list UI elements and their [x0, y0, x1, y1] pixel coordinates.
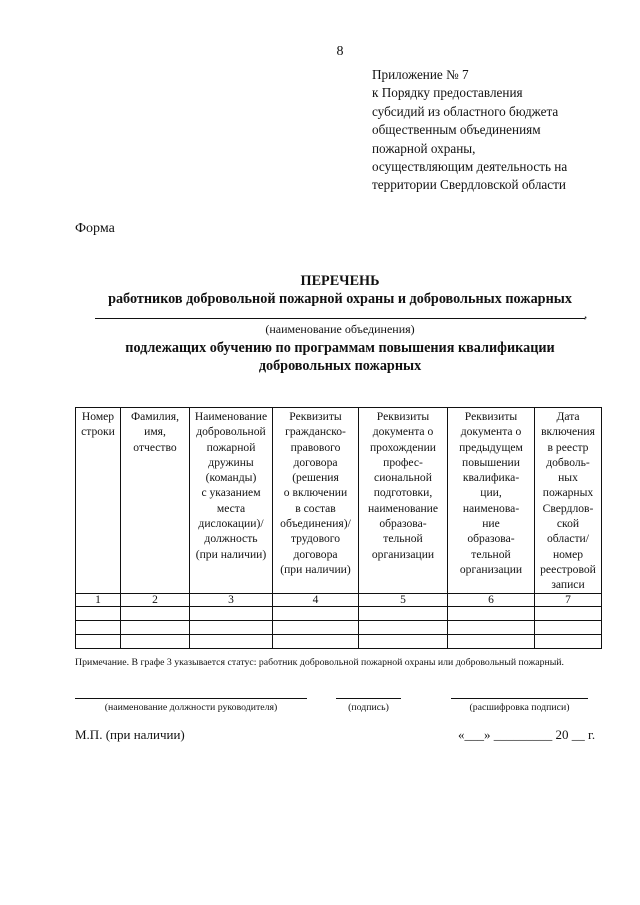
- column-header-line: области/: [547, 532, 589, 546]
- table-cell: [535, 620, 602, 634]
- column-header-line: прохождении: [369, 440, 437, 454]
- column-header-line: тельной: [383, 532, 423, 546]
- column-header-line: объединения)/: [280, 517, 351, 531]
- column-header-line: Наименование: [194, 410, 268, 423]
- column-header-line: Реквизиты: [464, 410, 518, 423]
- date-line: «___» _________ 20 __ г.: [458, 727, 596, 742]
- column-header-line: реестровой: [540, 562, 596, 576]
- column-number: 4: [273, 593, 359, 606]
- signature-line: [336, 698, 401, 699]
- table-cell: [448, 634, 535, 648]
- column-header-line: квалифика-: [462, 471, 520, 485]
- position-line: [75, 698, 307, 699]
- column-header-line: гражданско-: [285, 425, 346, 439]
- document-title: ПЕРЕЧЕНЬ: [300, 273, 380, 289]
- workers-table: [75, 407, 602, 649]
- annex-line: субсидий из областного бюджета: [372, 103, 559, 119]
- table-cell: [76, 634, 121, 648]
- table-row: [76, 620, 602, 634]
- annex-line: общественным объединениям: [372, 122, 541, 138]
- column-header-line: ской: [556, 517, 580, 531]
- column-header-line: Фамилия,: [130, 410, 180, 423]
- table-cell: [190, 620, 273, 634]
- column-header-line: профес-: [383, 455, 423, 469]
- column-number: 1: [76, 593, 121, 606]
- column-number: 5: [359, 593, 448, 606]
- column-header-line: Реквизиты: [376, 410, 430, 423]
- table-cell: [359, 634, 448, 648]
- column-header-line: добволь-: [546, 455, 590, 469]
- column-header-line: строки: [81, 425, 115, 439]
- column-header-line: предыдущем: [459, 440, 523, 454]
- column-header-line: в реестр: [547, 440, 589, 454]
- column-header-line: места: [216, 501, 246, 515]
- column-header-line: организации: [459, 562, 523, 576]
- decoding-caption: (расшифровка подписи): [469, 702, 570, 713]
- form-label: Форма: [75, 221, 115, 236]
- column-number: 7: [535, 593, 602, 606]
- column-header-line: Номер: [81, 410, 115, 423]
- annex-line: к Порядку предоставления: [372, 85, 523, 101]
- column-header-line: правового: [290, 440, 341, 454]
- note: Примечание. В графе 3 указывается статус: работник добровольной пожарной охраны или добровольный пожарный.: [75, 657, 564, 668]
- column-header-line: номер: [552, 547, 584, 561]
- column-header-line: документа о: [460, 425, 522, 439]
- table-cell: [121, 606, 190, 620]
- table-cell: [273, 606, 359, 620]
- column-header-line: образова-: [379, 517, 427, 531]
- table-cell: [359, 606, 448, 620]
- table-cell: [448, 620, 535, 634]
- column-header-line: договора: [293, 547, 338, 561]
- document-subtitle-2: [75, 339, 605, 375]
- column-header-line: дислокации)/: [198, 517, 264, 531]
- decoding-line: [451, 698, 588, 699]
- column-header-line: ции,: [480, 486, 502, 500]
- column-header: [121, 408, 190, 594]
- column-header-line: с указанием: [201, 486, 261, 500]
- signature-caption: (подпись): [348, 702, 389, 713]
- column-header-line: наименование: [367, 501, 439, 515]
- page-number: 8: [336, 44, 344, 59]
- subtitle-line: добровольных пожарных: [258, 358, 422, 374]
- column-header-line: (при наличии): [280, 562, 351, 576]
- column-header-line: организации: [371, 547, 435, 561]
- annex-block: [372, 66, 640, 195]
- annex-line: пожарной охраны,: [372, 140, 476, 156]
- position-caption: (наименование должности руководителя): [104, 702, 278, 713]
- column-header-line: подготовки,: [373, 486, 433, 500]
- organization-caption: (наименование объединения): [265, 322, 415, 336]
- column-header-line: о включении: [283, 486, 348, 500]
- column-header-line: отчество: [133, 440, 177, 454]
- column-header-line: наименова-: [462, 501, 520, 515]
- column-header: [359, 408, 448, 594]
- column-header-line: в состав: [295, 501, 336, 515]
- subtitle-line: подлежащих обучению по программам повышения квалификации: [125, 340, 555, 356]
- column-header-line: трудового: [290, 532, 341, 546]
- column-header-line: имя,: [144, 425, 166, 439]
- annex-line: Приложение № 7: [372, 67, 469, 82]
- column-header-line: договора: [293, 455, 338, 469]
- table-number-row: [76, 593, 602, 606]
- annex-line: осуществляющим деятельность на: [372, 159, 568, 175]
- column-header-line: повышении: [462, 455, 520, 469]
- column-header-line: пожарной: [206, 440, 256, 454]
- table-cell: [273, 620, 359, 634]
- column-header-line: документа о: [372, 425, 434, 439]
- column-header-line: Дата: [556, 410, 580, 423]
- column-header-line: (команды): [205, 471, 257, 485]
- column-header: [76, 408, 121, 594]
- column-number: 2: [121, 593, 190, 606]
- fill-line-comma: ,: [584, 306, 588, 321]
- column-header-line: Реквизиты: [289, 410, 342, 423]
- column-header: [273, 408, 359, 594]
- column-header: [535, 408, 602, 594]
- column-header-line: ных: [558, 471, 578, 485]
- column-header: [190, 408, 273, 594]
- column-header-line: (решения: [292, 471, 339, 485]
- column-number: 6: [448, 593, 535, 606]
- column-header-line: дружины: [208, 455, 254, 469]
- document-subtitle: работников добровольной пожарной охраны и добровольных пожарных: [108, 291, 572, 307]
- column-header-line: Свердлов-: [542, 501, 594, 515]
- column-header-line: ние: [482, 517, 500, 531]
- table-cell: [121, 634, 190, 648]
- column-header-line: добровольной: [196, 425, 266, 439]
- table-cell: [535, 606, 602, 620]
- table-cell: [273, 634, 359, 648]
- column-header-line: включения: [541, 425, 595, 439]
- column-header-line: пожарных: [542, 486, 594, 500]
- table-cell: [190, 634, 273, 648]
- column-header-line: сиональной: [374, 471, 432, 485]
- column-header: [448, 408, 535, 594]
- column-header-line: записи: [551, 578, 585, 592]
- table-cell: [121, 620, 190, 634]
- table-cell: [359, 620, 448, 634]
- column-header-line: должность: [204, 532, 258, 546]
- table-cell: [76, 620, 121, 634]
- column-header-line: образова-: [467, 532, 515, 546]
- column-header-line: (при наличии): [195, 547, 267, 561]
- column-number: 3: [190, 593, 273, 606]
- column-header-line: тельной: [471, 547, 511, 561]
- table-cell: [448, 606, 535, 620]
- table-header-row: [76, 408, 602, 594]
- table-row: [76, 634, 602, 648]
- table-row: [76, 606, 602, 620]
- table-cell: [535, 634, 602, 648]
- table-cell: [76, 606, 121, 620]
- table-cell: [190, 606, 273, 620]
- organization-fill-line: [95, 318, 585, 319]
- annex-line: территории Свердловской области: [372, 177, 566, 193]
- stamp-label: М.П. (при наличии): [75, 727, 185, 742]
